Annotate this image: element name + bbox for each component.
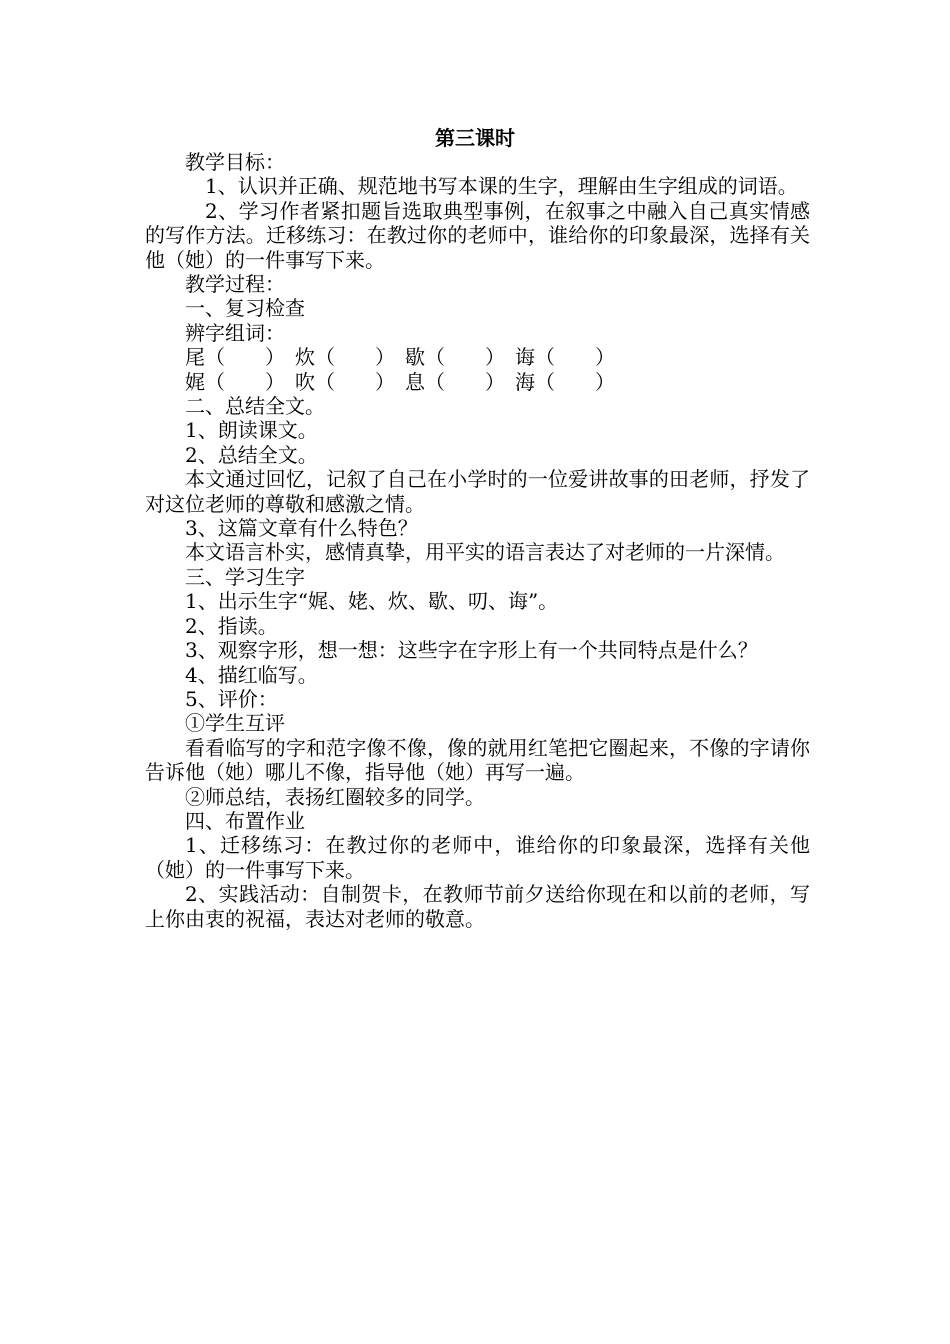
- homework-2: 2、实践活动：自制贺卡，在教师节前夕送给你现在和以前的老师，写上你由衷的祝福，表达对老师的敬意。: [145, 882, 810, 931]
- step-2-3: 3、这篇文章有什么特色？: [185, 516, 418, 541]
- distinguish-heading: 辨字组词：: [185, 320, 285, 345]
- process-heading: 教学过程：: [185, 272, 285, 297]
- step-3-3: 3、观察字形，想一想：这些字在字形上有一个共同特点是什么？: [185, 638, 758, 663]
- document-body: [145, 150, 810, 931]
- summary-text: 本文通过回忆，记叙了自己在小学时的一位爱讲故事的田老师，抒发了对这位老师的尊敬和感激之情。: [145, 467, 810, 516]
- section-2-heading: 二、总结全文。: [185, 394, 325, 419]
- feature-text: 本文语言朴实，感情真挚，用平实的语言表达了对老师的一片深情。: [185, 540, 785, 565]
- step-3-2: 2、指读。: [185, 613, 278, 638]
- word-cell: 娓（ ）: [185, 369, 285, 394]
- step-3-5: 5、评价：: [185, 686, 278, 711]
- goals-heading: 教学目标：: [185, 150, 285, 174]
- word-cell: 尾（ ）: [185, 345, 285, 370]
- eval-1-text: 看看临写的字和范字像不像，像的就用红笔把它圈起来，不像的字请你告诉他（她）哪儿不像，指导他（她）再写一遍。: [145, 735, 810, 785]
- homework-1: 1、迁移练习：在教过你的老师中，谁给你的印象最深，选择有关他（她）的一件事写下来。: [145, 833, 810, 882]
- section-1-heading: 一、复习检查: [185, 296, 305, 321]
- section-3-heading: 三、学习生字: [185, 564, 305, 589]
- word-cell: 炊（ ）: [295, 345, 395, 370]
- page-title: 第三课时: [435, 126, 515, 150]
- step-2-2: 2、总结全文。: [185, 442, 318, 467]
- word-cell: 诲（ ）: [515, 345, 615, 370]
- step-3-4: 4、描红临写。: [185, 662, 318, 687]
- section-4-heading: 四、布置作业: [185, 808, 305, 833]
- word-row-2: [145, 370, 810, 394]
- eval-1-heading: ①学生互评: [185, 711, 285, 736]
- step-3-1: 1、出示生字“娓、姥、炊、歇、叨、诲”。: [185, 589, 559, 614]
- word-cell: 海（ ）: [515, 369, 615, 394]
- word-cell: 歇（ ）: [405, 345, 505, 370]
- word-cell: 吹（ ）: [295, 369, 395, 394]
- eval-2: ②师总结，表扬红圈较多的同学。: [185, 784, 485, 809]
- word-cell: 息（ ）: [405, 369, 505, 394]
- goal-1: 1、认识并正确、规范地书写本课的生字，理解由生字组成的词语。: [205, 174, 798, 199]
- goal-2: 2、学习作者紧扣题旨选取典型事例，在叙事之中融入自己真实情感的写作方法。迁移练习：在教过你的老师中，谁给你的印象最深，选择有关他（她）的一件事写下来。: [145, 198, 810, 272]
- word-row-1: [145, 345, 810, 369]
- step-2-1: 1、朗读课文。: [185, 418, 318, 443]
